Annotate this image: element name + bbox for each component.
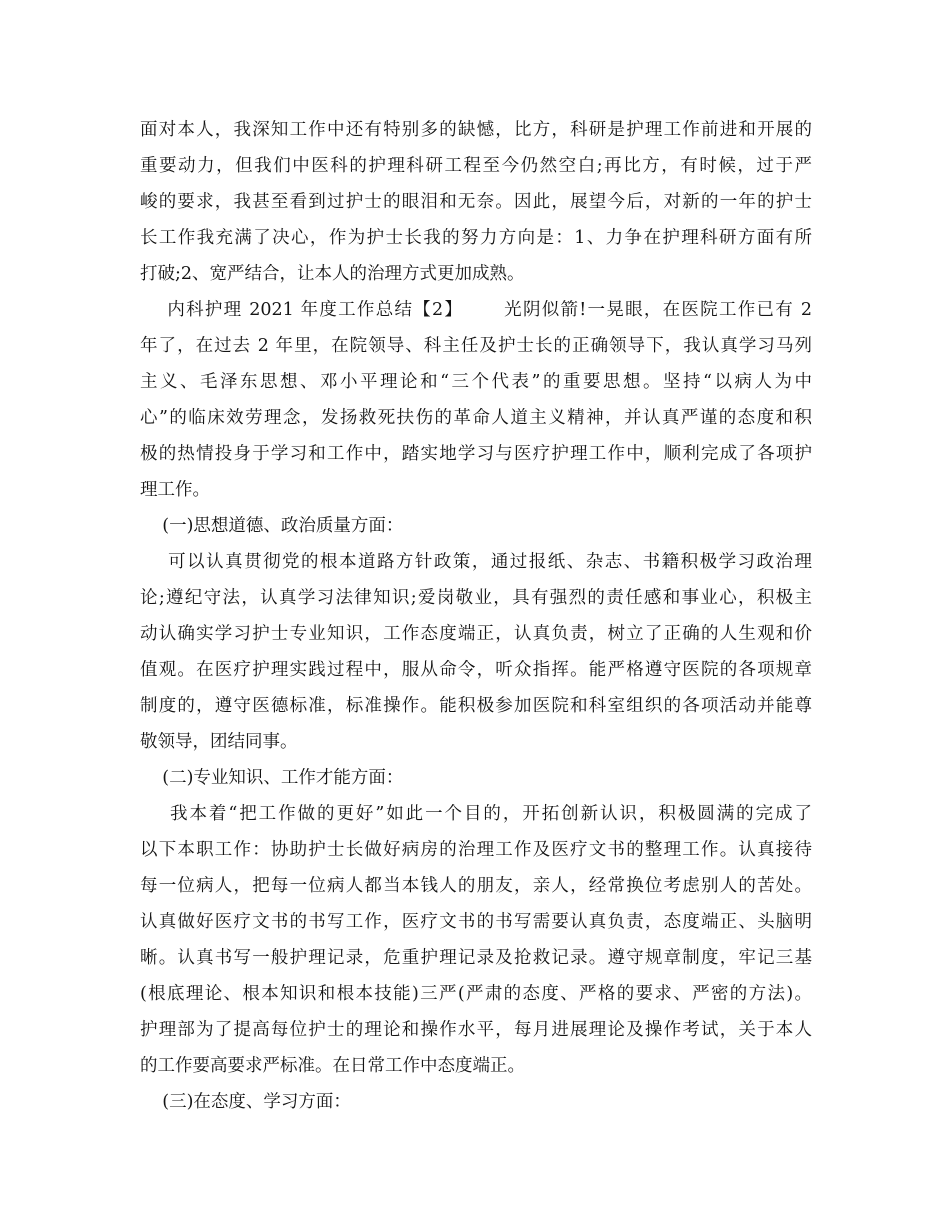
- text-line: 认真做好医疗文书的书写工作，医疗文书的书写需要认真负责，态度端正、头脑明: [140, 912, 812, 932]
- text-line: 动认确实学习护士专业知识，工作态度端正，认真负责，树立了正确的人生观和价: [140, 624, 812, 644]
- section-heading-line: 内科护理 2021 年度工作总结【2】 光阴似箭!一晃眼，在医院工作已有 2: [140, 300, 812, 320]
- text-line: 我本着“把工作做的更好”如此一个目的，开拓创新认识，积极圆满的完成了: [140, 804, 812, 824]
- subheading-line: (一)思想道德、政治质量方面：: [140, 516, 404, 536]
- text-line: 可以认真贯彻党的根本道路方针政策，通过报纸、杂志、书籍积极学习政治理: [140, 552, 812, 572]
- text-line: 值观。在医疗护理实践过程中，服从命令，听众指挥。能严格遵守医院的各项规章: [140, 660, 812, 680]
- text-line: 主义、毛泽东思想、邓小平理论和“三个代表”的重要思想。坚持“以病人为中: [140, 372, 812, 392]
- text-line: 制度的，遵守医德标准，标准操作。能积极参加医院和科室组织的各项活动并能尊: [140, 696, 812, 716]
- text-line: 每一位病人，把每一位病人都当本钱人的朋友，亲人，经常换位考虑别人的苦处。: [140, 876, 812, 896]
- text-line: 长工作我充满了决心，作为护士长我的努力方向是：1、力争在护理科研方面有所: [140, 228, 812, 248]
- text-line: 面对本人，我深知工作中还有特别多的缺憾，比方，科研是护理工作前进和开展的: [140, 120, 812, 140]
- text-line: 晰。认真书写一般护理记录，危重护理记录及抢救记录。遵守规章制度，牢记三基: [140, 948, 812, 968]
- text-line: 极的热情投身于学习和工作中，踏实地学习与医疗护理工作中，顺利完成了各项护: [140, 444, 812, 464]
- document-body: [140, 112, 812, 1120]
- text-line: 年了，在过去 2 年里，在院领导、科主任及护士长的正确领导下，我认真学习马列: [140, 336, 812, 356]
- subheading-line: (二)专业知识、工作才能方面：: [140, 768, 404, 788]
- text-line: 以下本职工作：协助护士长做好病房的治理工作及医疗文书的整理工作。认真接待: [140, 840, 812, 860]
- text-line: 心”的临床效劳理念，发扬救死扶伤的革命人道主义精神，并认真严谨的态度和积: [140, 408, 812, 428]
- text-line: 峻的要求，我甚至看到过护士的眼泪和无奈。因此，展望今后，对新的一年的护士: [140, 192, 812, 212]
- text-line: 护理部为了提高每位护士的理论和操作水平，每月进展理论及操作考试，关于本人: [140, 1020, 812, 1040]
- text-line: (根底理论、根本知识和根本技能)三严(严肃的态度、严格的要求、严密的方法)。: [140, 984, 812, 1004]
- text-line: 敬领导，团结同事。: [140, 732, 298, 752]
- text-line: 重要动力，但我们中医科的护理科研工程至今仍然空白;再比方，有时候，过于严: [140, 156, 812, 176]
- text-line: 论;遵纪守法，认真学习法律知识;爱岗敬业，具有强烈的责任感和事业心，积极主: [140, 588, 812, 608]
- text-line: 的工作要高要求严标准。在日常工作中态度端正。: [140, 1056, 525, 1076]
- subheading-line: (三)在态度、学习方面：: [140, 1092, 351, 1112]
- text-line: 理工作。: [140, 480, 210, 500]
- text-line: 打破;2、宽严结合，让本人的治理方式更加成熟。: [140, 264, 525, 284]
